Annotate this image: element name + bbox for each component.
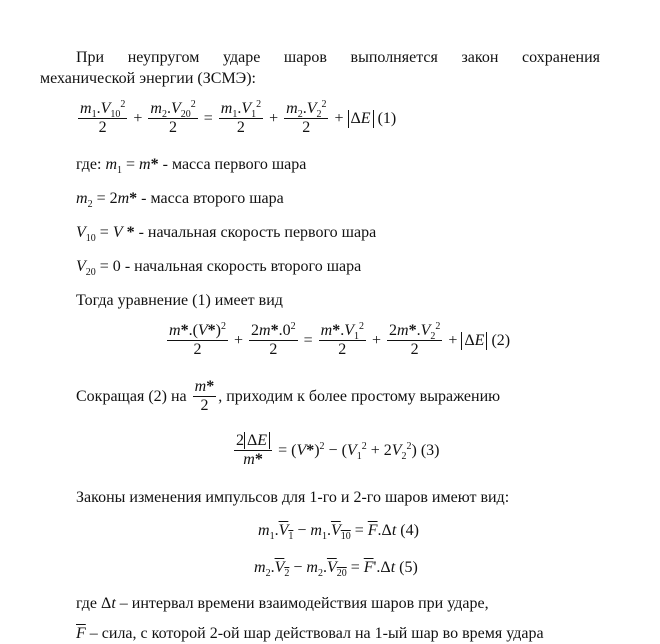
definition-m2-text: - масса второго шара: [141, 190, 284, 207]
where-label: где:: [76, 156, 102, 173]
definition-m1: где: $m_1 = m*$ - масса первого шара: [76, 156, 307, 176]
definition-v10: $V_{10} = V$ * - начальная скорость первого шара: [76, 224, 377, 244]
equation-3: $\frac{2 \Delta E}{m*}$ = $(V*)^2 - (V_1^2 + 2V_2^2)$ (3): [236, 432, 440, 468]
reduce-suffix: , приходим к более простому выражению: [218, 387, 501, 405]
definition-v20-text: - начальная скорость второго шара: [124, 258, 362, 275]
equation-2: $\frac{m*.(V*)^2}{2}$ + $\frac{2m*.0^2}{2}$ = $\frac{m*.V_1^2}{2}$ + $\frac{2m*.V_2^2}{2}$ + ΔE (2): [169, 321, 511, 358]
dt-text: – интервал времени взаимодействия шаров при ударе,: [119, 595, 489, 612]
reduce-sentence: Сокращая (2) на $\frac{m*}{2}$ , приходим к более простому выражению: [76, 378, 501, 414]
then-sentence: Тогда уравнение (1) имеет вид: [76, 292, 283, 309]
force-sentence: $\overline{F}$ – сила, с которой 2-ой шар действовал на 1-ый шар во время удара: [76, 625, 544, 642]
impulse-sentence: Законы изменения импульсов для 1-го и 2-го шаров имеют вид:: [76, 489, 510, 506]
dt-prefix: где: [76, 595, 98, 612]
equation-5: $m_2.V_2 - m_2.V_{20} = \overline{F}'.\Delta t$ (5): [254, 559, 418, 579]
equation-1-label: (1): [377, 109, 397, 127]
intro-line-2: механической энергии (ЗСМЭ):: [40, 70, 256, 87]
equation-4-label: (4): [400, 522, 419, 539]
definition-v20: $V_{20} = 0$ - начальная скорость второго шара: [76, 258, 362, 278]
reduce-prefix: Сокращая (2) на: [76, 387, 187, 405]
force-text: – сила, с которой 2-ой шар действовал на 1-ый шар во время удара: [89, 625, 544, 642]
definition-v10-text: - начальная скорость первого шара: [138, 224, 377, 241]
equation-2-label: (2): [491, 331, 511, 349]
equation-3-label: (3): [420, 441, 440, 459]
definition-m2: $m_2 = 2m*$ - масса второго шара: [76, 190, 284, 210]
intro-line-1: При неупругом ударе шаров выполняется закон сохранения: [76, 49, 600, 66]
definition-m1-text: - масса первого шара: [162, 156, 307, 173]
dt-sentence: где Δt – интервал времени взаимодействия шаров при ударе,: [76, 595, 489, 612]
equation-5-label: (5): [399, 559, 418, 576]
equation-4: $m_1.V_1 - m_1.V_{10} = \overline{F}.\Delta t$ (4): [258, 522, 419, 542]
equation-1: $\frac{m_1.V_{10}^2}{2}$ + $\frac{m_2.V_{20}^2}{2}$ = $\frac{m_1.V_1^2}{2}$ + $\frac{m_2.V_2^2}{2}$ + ΔE (1): [80, 99, 397, 136]
